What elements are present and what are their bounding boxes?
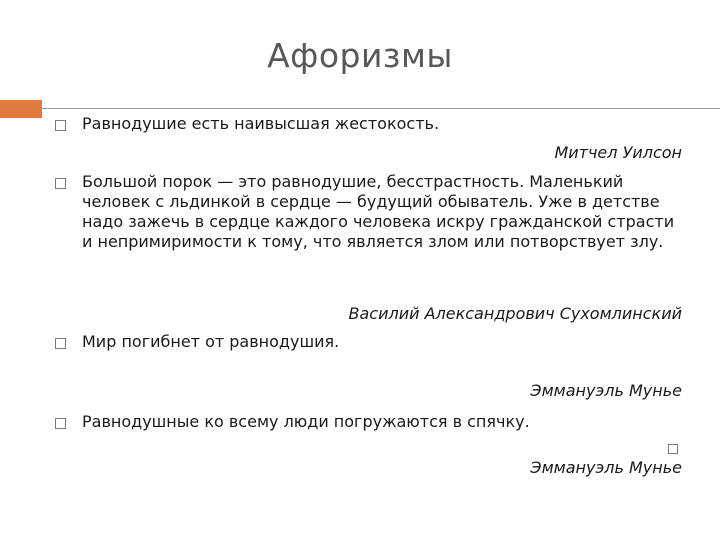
quote-author: Василий Александрович Сухомлинский bbox=[348, 304, 682, 323]
quote-author: Эммануэль Мунье bbox=[530, 381, 682, 400]
hollow-square-bullet-icon bbox=[55, 120, 66, 131]
hollow-square-bullet-icon bbox=[668, 444, 678, 454]
divider-line bbox=[42, 108, 720, 109]
hollow-square-bullet-icon bbox=[55, 418, 66, 429]
hollow-square-bullet-icon bbox=[55, 178, 66, 189]
quote-text: Равнодушие есть наивысшая жестокость. bbox=[82, 114, 440, 133]
quote-author: Эммануэль Мунье bbox=[530, 458, 682, 477]
quote-author: Митчел Уилсон bbox=[554, 143, 682, 162]
quote-text: Равнодушные ко всему люди погружаются в спячку. bbox=[82, 412, 530, 431]
quote-text: Мир погибнет от равнодушия. bbox=[82, 332, 340, 351]
divider-accent bbox=[0, 100, 42, 118]
slide-title: Афоризмы bbox=[267, 36, 453, 75]
hollow-square-bullet-icon bbox=[55, 338, 66, 349]
quote-text: Большой порок — это равнодушие, бесстрастность. Маленький человек с льдинкой в сердце — будущий обыватель. Уже в детстве надо зажечь в сердце каждого человека искру гражданской страсти и непримиримости к тому, что является злом или потворствует злу. bbox=[82, 172, 675, 251]
